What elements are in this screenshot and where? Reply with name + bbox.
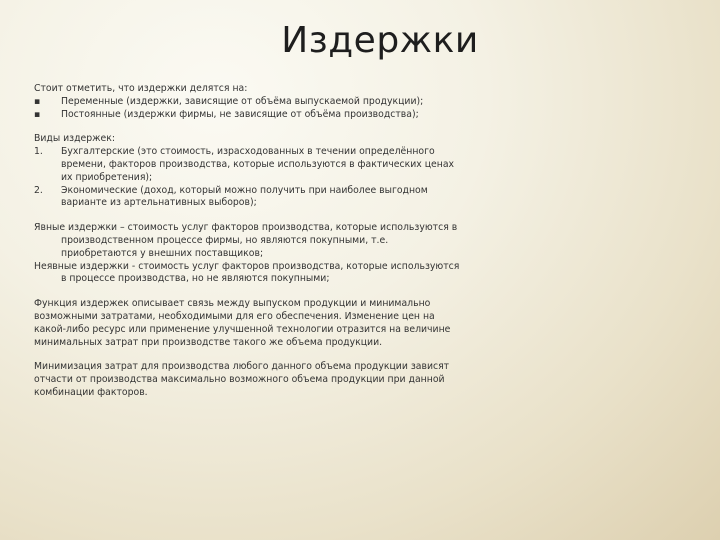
bullet-text: Постоянные (издержки фирмы, не зависящие от объёма производства); [61,108,419,120]
slide-body [34,83,464,400]
list-text: Бухгалтерские (это стоимость, израсходованных в течении определённого времени, факторов производства, которые используются в фактических ценах их приобретения); [61,146,455,183]
cost-function-text: Функция издержек описывает связь между выпуском продукции и минимально возможными затратами, необходимыми для его обеспечения. Изменение цен на какой-либо ресурс или применение улучшенной технологии отразится на величине минимальных затрат при производстве такого же объема продукции. [34,298,451,348]
slide-title: Издержки [281,20,479,61]
bullet-marker: ▪ [34,108,41,120]
bullet-text: Переменные (издержки, зависящие от объёма выпускаемой продукции); [61,95,424,107]
intro-text: Стоит отметить, что издержки делятся на: [34,83,248,94]
list-item-accounting [34,146,464,184]
minimization-text: Минимизация затрат для производства любого данного объема продукции зависят отчасти от производства максимально возможного объема продукции при данной комбинации факторов. [34,361,450,398]
list-number: 2. [34,184,43,196]
list-item-economic [34,185,464,211]
list-number: 1. [34,146,43,158]
bullet-item-variable [34,96,464,109]
list-text: Экономические (доход, который можно получить при наиболее выгодном варианте из артельнативных выборов); [61,184,428,209]
bullet-marker: ▪ [34,95,41,107]
implicit-costs-text: Неявные издержки - стоимость услуг факторов производства, которые используются в процессе производства, но не являются покупными; [34,260,460,285]
explicit-costs-text: Явные издержки – стоимость услуг факторов производства, которые используются в производственном процессе фирмы, но являются покупными, т.е. приобретаются у внешних поставщиков; [34,222,458,259]
types-heading: Виды издержек: [34,133,116,145]
bullet-item-fixed [34,109,464,122]
